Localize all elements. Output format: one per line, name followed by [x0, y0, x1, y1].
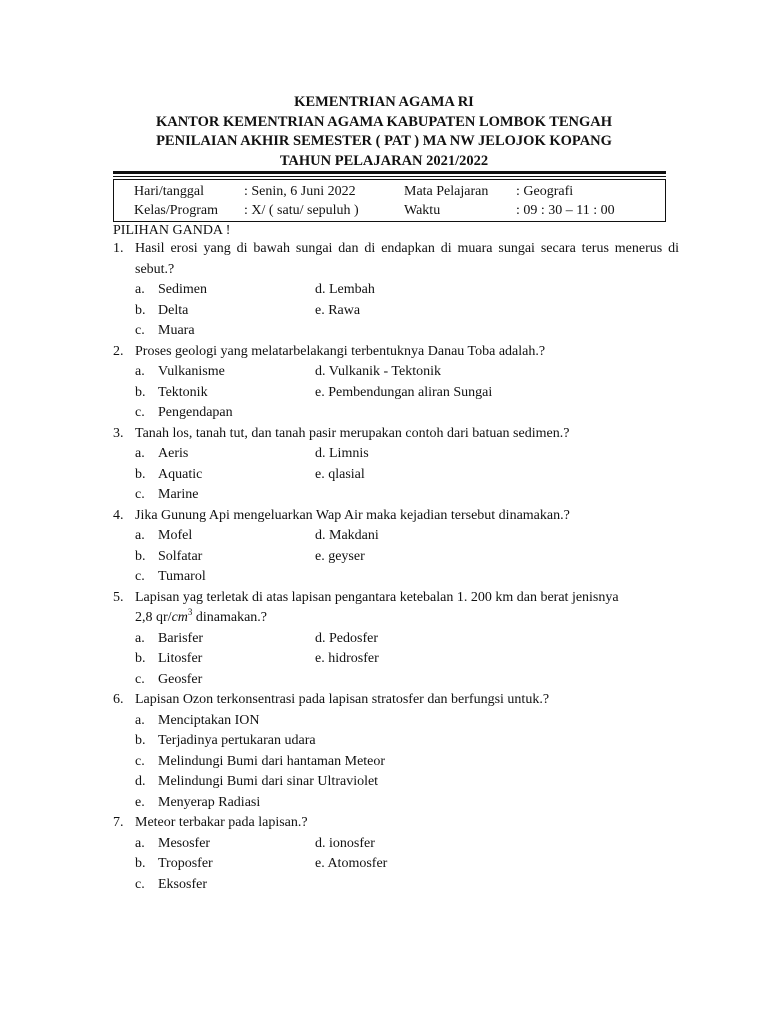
- option-b: Terjadinya pertukaran udara: [158, 733, 316, 748]
- question-list: [113, 239, 679, 895]
- option-c: Marine: [158, 487, 199, 502]
- question-1: [113, 239, 679, 342]
- question-text: Jika Gunung Api mengeluarkan Wap Air maka kejadian tersebut dinamakan.?: [135, 507, 570, 523]
- question-number: 1.: [113, 241, 124, 256]
- option-letter: c.: [135, 671, 145, 687]
- info-hari-label: Hari/tanggal: [134, 184, 204, 199]
- option-letter: c.: [135, 876, 145, 892]
- question-text: Meteor terbakar pada lapisan.?: [135, 815, 308, 830]
- option-letter: b.: [135, 548, 146, 564]
- option-b: Litosfer: [158, 651, 203, 666]
- question-text: Tanah los, tanah tut, dan tanah pasir merupakan contoh dari batuan sedimen.?: [135, 425, 570, 441]
- option-letter: e.: [135, 794, 145, 810]
- option-letter: c.: [135, 753, 145, 769]
- question-number: 6.: [113, 692, 124, 707]
- option-letter: b.: [135, 302, 146, 318]
- question-number: 3.: [113, 425, 124, 441]
- option-c: Melindungi Bumi dari hantaman Meteor: [158, 753, 386, 769]
- option-c: Tumarol: [158, 569, 206, 584]
- header-school-year: TAHUN PELAJARAN 2021/2022: [279, 152, 489, 169]
- info-waktu-value: : 09 : 30 – 11 : 00: [516, 203, 615, 218]
- option-letter: c.: [135, 405, 145, 420]
- option-a: Menciptakan ION: [158, 712, 260, 728]
- option-letter: a.: [135, 835, 145, 851]
- option-letter: a.: [135, 528, 145, 543]
- option-letter: b.: [135, 384, 146, 400]
- option-e: e. Atomosfer: [315, 856, 388, 871]
- option-letter: c.: [135, 487, 145, 502]
- header-divider-thin: [113, 176, 666, 177]
- option-d: d. Makdani: [315, 528, 379, 543]
- option-a: Sedimen: [158, 282, 207, 297]
- option-letter: a.: [135, 446, 145, 461]
- option-d: d. Pedosfer: [315, 630, 378, 646]
- info-waktu-label: Waktu: [404, 203, 441, 218]
- option-letter: a.: [135, 712, 145, 728]
- info-kelas-label: Kelas/Program: [134, 203, 218, 218]
- option-d: d. ionosfer: [315, 835, 375, 851]
- option-letter: c.: [135, 569, 145, 584]
- question-text-line2-end: dinamakan.?: [192, 610, 268, 625]
- info-mapel-value: : Geografi: [516, 184, 574, 199]
- question-3: [113, 424, 679, 506]
- header-divider-thick: [113, 171, 666, 174]
- option-letter: a.: [135, 364, 145, 379]
- option-d: d. Limnis: [315, 446, 369, 461]
- option-letter: b.: [135, 651, 146, 666]
- option-a: Mofel: [158, 528, 193, 543]
- option-c: Geosfer: [158, 671, 203, 687]
- unit-exponent: 3: [187, 607, 193, 617]
- question-2: [113, 342, 679, 424]
- option-letter: c.: [135, 323, 145, 338]
- question-7: [113, 813, 679, 895]
- option-a: Aeris: [158, 446, 189, 461]
- option-a: Mesosfer: [158, 835, 211, 851]
- question-6: [113, 690, 679, 813]
- question-text-line2-start: 2,8 qr/: [135, 610, 172, 625]
- question-text-line1: Lapisan yag terletak di atas lapisan pengantara ketebalan 1. 200 km dan berat jenisnya: [135, 589, 619, 605]
- info-mapel-label: Mata Pelajaran: [404, 184, 489, 199]
- question-number: 2.: [113, 343, 124, 359]
- section-title: PILIHAN GANDA !: [113, 223, 231, 238]
- option-letter: a.: [135, 630, 145, 646]
- option-b: Aquatic: [158, 466, 203, 482]
- info-hari-value: : Senin, 6 Juni 2022: [244, 184, 356, 199]
- question-text: Hasil erosi yang di bawah sungai dan di endapkan di muara sungai secara terus menerus di sebut.?: [135, 241, 679, 277]
- question-text: [135, 588, 679, 629]
- question-text: Proses geologi yang melatarbelakangi terbentuknya Danau Toba adalah.?: [135, 343, 546, 359]
- option-b: Tektonik: [158, 384, 208, 400]
- option-e: e. hidrosfer: [315, 651, 379, 666]
- option-c: Eksosfer: [158, 876, 207, 892]
- option-c: Pengendapan: [158, 405, 233, 420]
- option-e: e. geyser: [315, 548, 365, 564]
- option-a: Barisfer: [158, 630, 204, 646]
- option-e: e. Rawa: [315, 302, 361, 318]
- option-c: Muara: [158, 323, 195, 338]
- info-kelas-value: : X/ ( satu/ sepuluh ): [244, 203, 359, 218]
- option-b: Delta: [158, 302, 189, 318]
- option-letter: b.: [135, 856, 146, 871]
- header-office: KANTOR KEMENTRIAN AGAMA KABUPATEN LOMBOK TENGAH: [155, 113, 613, 130]
- option-e: Menyerap Radiasi: [158, 794, 261, 810]
- option-d: d. Lembah: [315, 282, 375, 297]
- question-text: Lapisan Ozon terkonsentrasi pada lapisan stratosfer dan berfungsi untuk.?: [135, 692, 550, 707]
- question-4: [113, 506, 679, 588]
- header-ministry: KEMENTRIAN AGAMA RI: [294, 94, 474, 110]
- option-a: Vulkanisme: [158, 364, 225, 379]
- option-d: d. Vulkanik - Tektonik: [315, 364, 441, 379]
- question-number: 5.: [113, 589, 124, 605]
- option-d: Melindungi Bumi dari sinar Ultraviolet: [158, 774, 379, 789]
- exam-info-box: [113, 179, 666, 222]
- option-letter: b.: [135, 733, 146, 748]
- option-e: e. qlasial: [315, 466, 365, 482]
- unit-cm: cm: [171, 610, 188, 625]
- exam-header: [0, 93, 768, 171]
- question-5: [113, 588, 679, 691]
- header-exam-title: PENILAIAN AKHIR SEMESTER ( PAT ) MA NW JELOJOK KOPANG: [156, 133, 612, 149]
- option-e: e. Pembendungan aliran Sungai: [315, 384, 493, 400]
- question-number: 7.: [113, 815, 124, 830]
- option-b: Solfatar: [158, 548, 203, 564]
- option-letter: d.: [135, 774, 146, 789]
- option-letter: b.: [135, 466, 146, 482]
- question-number: 4.: [113, 507, 124, 523]
- option-letter: a.: [135, 282, 145, 297]
- option-b: Troposfer: [158, 856, 213, 871]
